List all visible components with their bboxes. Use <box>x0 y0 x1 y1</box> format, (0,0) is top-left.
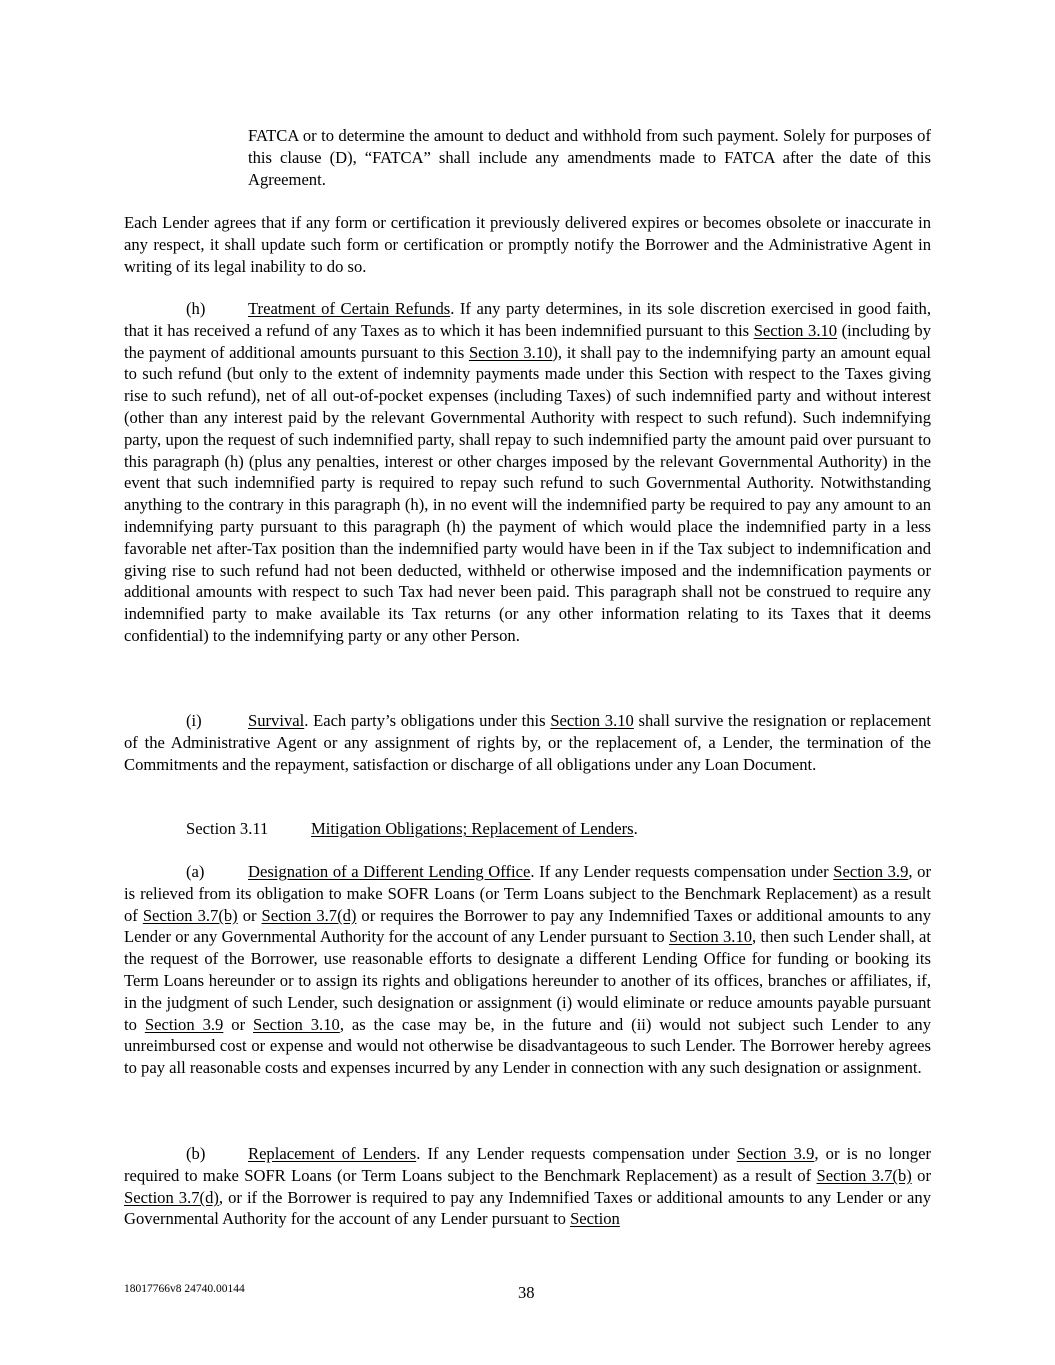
paragraph-i-heading: Survival <box>248 711 305 730</box>
section-ref-link[interactable]: Section 3.9 <box>144 1014 224 1034</box>
paragraph-b-text-1: . If any Lender requests compensation under <box>416 1144 737 1163</box>
paragraph-b <box>124 1143 931 1230</box>
section-ref-link[interactable]: Section 3.7(d) <box>261 905 357 925</box>
lender-forms-text: Each Lender agrees that if any form or certification it previously delivered expires or becomes obsolete or inaccurate in any respect, it shall update such form or certification or promptly notify the Borrower and the Administrative Agent in writing of its legal inability to do so. <box>124 213 931 276</box>
paragraph-h-text-1: . If any party determines, in its sole discretion exercised in good faith, that it has received a refund of any Taxes as to which it has been indemnified pursuant to this <box>124 299 931 340</box>
paragraph-a-text-4: or requires the Borrower to pay any Indemnified Taxes or additional amounts to any Lender or any Governmental Authority for the account of any Lender pursuant to <box>124 905 931 947</box>
section-title: Mitigation Obligations; Replacement of Lenders <box>311 819 634 838</box>
fatca-clause-continuation <box>248 125 931 190</box>
paragraph-a-text-6: or <box>223 1014 254 1034</box>
paragraph-i-text-1: . Each party’s obligations under this <box>304 711 551 730</box>
section-number: Section 3.11 <box>186 819 269 838</box>
section-title-period: . <box>633 819 638 838</box>
paragraph-a-text-2: , or is relieved from its obligation to make SOFR Loans (or Term Loans subject to the Benchmark Replacement) as a result of <box>124 862 931 925</box>
section-ref-link[interactable]: Section 3.7(d) <box>124 1187 219 1207</box>
paragraph-a-text-7: , as the case may be, in the future and (ii) would not subject such Lender to any unreimbursed cost or expense and would not otherwise be disadvantageous to such Lender. The Borrower hereby agrees to pay all reasonable costs and expenses incurred by any Lender in connection with any such designation or assignment. <box>124 1014 932 1078</box>
paragraph-h-heading: Treatment of Certain Refunds <box>248 299 451 318</box>
paragraph-a-label: (a) <box>186 862 205 881</box>
paragraph-b-heading: Replacement of Lenders <box>248 1144 417 1163</box>
paragraph-h <box>124 298 931 647</box>
section-ref-link[interactable]: Section 3.10 <box>668 927 753 947</box>
section-ref-link[interactable]: Section 3.10 <box>468 342 553 362</box>
paragraph-b-text-2: , or is no longer required to make SOFR Loans (or Term Loans subject to the Benchmark Replacement) as a result of <box>124 1144 931 1185</box>
section-ref-link[interactable]: Section 3.9 <box>736 1144 815 1163</box>
section-ref-link[interactable]: Section 3.10 <box>253 1014 340 1034</box>
paragraph-b-text-3: or <box>911 1165 931 1185</box>
paragraph-a-heading: Designation of a Different Lending Office <box>248 862 531 881</box>
paragraph-h-text-2: (including by the payment of additional amounts pursuant to this <box>124 320 931 362</box>
paragraph-a-text-5: , then such Lender shall, at the request of the Borrower, use reasonable efforts to designate a different Lending Office for funding or booking its Term Loans hereunder or to assign its rights and obligations hereunder to another of its offices, branches or affiliates, if, in the judgment of such Lender, such designation or assignment (i) would eliminate or reduce amounts payable pursuant to <box>124 927 931 1034</box>
paragraph-i-label: (i) <box>186 711 202 730</box>
fatca-clause-text: FATCA or to determine the amount to deduct and withhold from such payment. Solely for purposes of this clause (D), “FATCA” shall include any amendments made to FATCA after the date of this Agreement. <box>248 126 931 189</box>
paragraph-h-text-3: ), it shall pay to the indemnifying party an amount equal to such refund (but only to the extent of indemnity payments made under this Section with respect to the Taxes giving rise to such refund), net of all out-of-pocket expenses (including Taxes) of such indemnified party and without interest (other than any interest paid by the relevant Governmental Authority with respect to such refund). Such indemnifying party, upon the request of such indemnified party, shall repay to such indemnified party the amount paid over pursuant to this paragraph (h) (plus any penalties, interest or other charges imposed by the relevant Governmental Authority) in the event that such indemnified party is required to repay such refund to such Governmental Authority. Notwithstanding anything to the contrary in this paragraph (h), in no event will the indemnified party be required to pay any amount to an indemnifying party pursuant to this paragraph (h) the payment of which would place the indemnified party in a less favorable net after-Tax position than the indemnified party would have been in if the Tax subject to indemnification and giving rise to such refund had not been deducted, withheld or otherwise imposed and the indemnification payments or additional amounts with respect to such Tax had never been paid. This paragraph shall not be construed to require any indemnified party to make available its Tax returns (or any other information relating to its Taxes that it deems confidential) to the indemnifying party or any other Person. <box>124 342 931 645</box>
paragraph-a-text-1: . If any Lender requests compensation under <box>530 862 834 881</box>
lender-forms-paragraph <box>124 212 931 277</box>
paragraph-i <box>124 710 931 775</box>
section-ref-link[interactable]: Section 3.7(b) <box>142 905 238 925</box>
paragraph-b-label: (b) <box>186 1144 206 1163</box>
section-ref-link[interactable]: Section 3.7(b) <box>816 1165 912 1185</box>
footer-document-id: 18017766v8 24740.00144 <box>124 1283 245 1295</box>
paragraph-b-text-4: , or if the Borrower is required to pay any Indemnified Taxes or additional amounts to any Lender or any Governmental Authority for the account of any Lender pursuant to <box>124 1187 931 1229</box>
section-3-11-heading <box>186 818 638 840</box>
footer-page-number: 38 <box>518 1283 535 1302</box>
paragraph-h-label: (h) <box>186 299 206 318</box>
section-ref-link[interactable]: Section 3.10 <box>550 711 634 730</box>
section-ref-link[interactable]: Section 3.10 <box>753 320 838 340</box>
section-ref-link[interactable]: Section 3.9 <box>833 862 909 881</box>
section-ref-link[interactable]: Section <box>570 1209 620 1229</box>
paragraph-i-text-2: shall survive the resignation or replacement of the Administrative Agent or any assignment of rights by, or the replacement of, a Lender, the termination of the Commitments and the repayment, satisfaction or discharge of all obligations under any Loan Document. <box>124 711 931 774</box>
paragraph-a <box>124 861 931 1079</box>
paragraph-a-text-3: or <box>237 905 262 925</box>
